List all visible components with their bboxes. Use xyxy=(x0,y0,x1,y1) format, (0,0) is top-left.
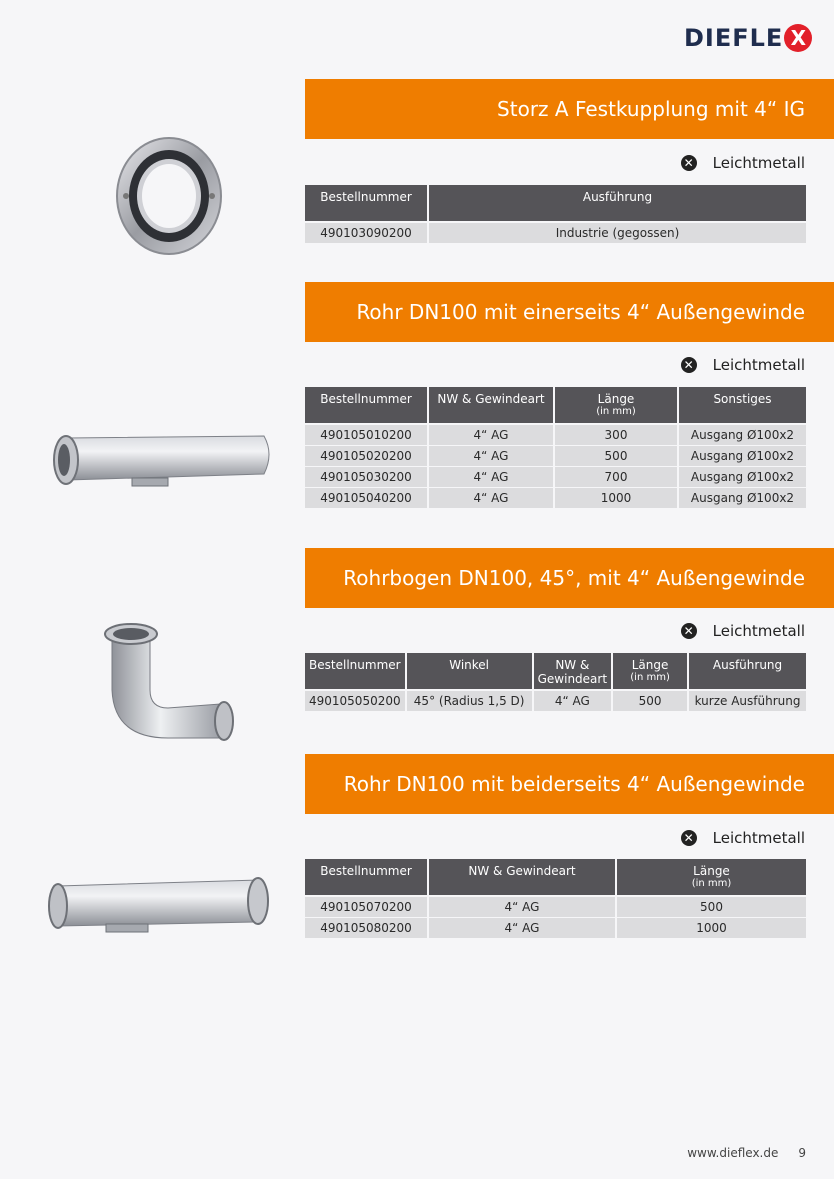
section-4-material-label: Leichtmetall xyxy=(712,829,805,847)
col-header: Bestellnummer xyxy=(305,185,429,221)
col-header-sub: (in mm) xyxy=(691,878,732,889)
section-1-material xyxy=(681,154,805,172)
close-circle-icon: ✕ xyxy=(681,623,697,639)
col-header: Bestellnummer xyxy=(305,653,407,689)
table-cell: 45° (Radius 1,5 D) xyxy=(407,689,534,711)
section-4-table xyxy=(305,859,806,938)
table-row xyxy=(305,466,806,487)
table-row xyxy=(305,423,806,445)
col-header: NW & Gewindeart xyxy=(429,859,617,895)
brand-x-mark: X xyxy=(784,24,812,52)
col-header-label: Länge xyxy=(597,392,635,406)
section-4-material xyxy=(681,829,805,847)
brand-name: DIEFLE xyxy=(684,24,784,52)
col-header: Bestellnummer xyxy=(305,387,429,423)
table-cell: kurze Ausführung xyxy=(689,689,806,711)
section-2-title: Rohr DN100 mit einerseits 4“ Außengewinde xyxy=(356,300,805,324)
page-number: 9 xyxy=(798,1146,806,1160)
table-cell: 500 xyxy=(555,445,679,466)
col-header: Sonstiges xyxy=(679,387,806,423)
section-3-table xyxy=(305,653,806,711)
section-2-material-label: Leichtmetall xyxy=(712,356,805,374)
section-3-material-label: Leichtmetall xyxy=(712,622,805,640)
col-header: Ausführung xyxy=(689,653,806,689)
table-cell: 4“ AG xyxy=(534,689,613,711)
table-cell: 300 xyxy=(555,423,679,445)
table-cell: 4“ AG xyxy=(429,423,555,445)
table-cell: 490105040200 xyxy=(305,487,429,508)
table-row xyxy=(305,487,806,508)
table-cell: 1000 xyxy=(555,487,679,508)
section-1-material-label: Leichtmetall xyxy=(712,154,805,172)
table-cell: 4“ AG xyxy=(429,466,555,487)
table-cell: 490105020200 xyxy=(305,445,429,466)
table-cell: 490105080200 xyxy=(305,917,429,938)
table-row xyxy=(305,895,806,917)
table-cell: 1000 xyxy=(617,917,806,938)
close-circle-icon: ✕ xyxy=(681,357,697,373)
section-3-title: Rohrbogen DN100, 45°, mit 4“ Außengewinde xyxy=(343,566,805,590)
table-row xyxy=(305,917,806,938)
table-cell: 490103090200 xyxy=(305,221,429,243)
close-circle-icon: ✕ xyxy=(681,830,697,846)
section-3-material xyxy=(681,622,805,640)
table-cell: 490105050200 xyxy=(305,689,407,711)
table-cell: 490105070200 xyxy=(305,895,429,917)
brand-logo xyxy=(684,24,812,52)
col-header-label: Länge xyxy=(631,658,669,672)
col-header: Bestellnummer xyxy=(305,859,429,895)
section-2-material xyxy=(681,356,805,374)
page-footer xyxy=(687,1146,806,1160)
table-cell: 4“ AG xyxy=(429,487,555,508)
table-cell: Ausgang Ø100x2 xyxy=(679,423,806,445)
table-cell: 4“ AG xyxy=(429,895,617,917)
table-row xyxy=(305,221,806,243)
col-header: NW & Gewindeart xyxy=(429,387,555,423)
col-header-sub: (in mm) xyxy=(630,672,670,683)
section-1-title: Storz A Festkupplung mit 4“ IG xyxy=(497,97,805,121)
pipe-both-sides-image xyxy=(44,874,272,938)
table-cell: 490105010200 xyxy=(305,423,429,445)
table-cell: 500 xyxy=(617,895,806,917)
section-1-title-banner xyxy=(305,79,834,139)
table-cell: Ausgang Ø100x2 xyxy=(679,445,806,466)
col-header xyxy=(617,859,806,895)
table-cell: Ausgang Ø100x2 xyxy=(679,487,806,508)
col-header-label: NW & xyxy=(555,658,590,672)
col-header xyxy=(613,653,689,689)
col-header xyxy=(555,387,679,423)
section-1-table xyxy=(305,185,806,243)
col-header-sub: Gewindeart xyxy=(537,672,608,686)
close-circle-icon: ✕ xyxy=(681,155,697,171)
section-4-title-banner xyxy=(305,754,834,814)
section-2-title-banner xyxy=(305,282,834,342)
pipe-bend-image xyxy=(102,620,238,744)
table-cell: 4“ AG xyxy=(429,445,555,466)
footer-url[interactable]: www.dieflex.de xyxy=(687,1146,779,1160)
table-cell: 700 xyxy=(555,466,679,487)
col-header: Ausführung xyxy=(429,185,806,221)
col-header-label: Länge xyxy=(693,864,730,878)
table-cell: 4“ AG xyxy=(429,917,617,938)
col-header: Winkel xyxy=(407,653,534,689)
section-4-title: Rohr DN100 mit beiderseits 4“ Außengewinde xyxy=(343,772,805,796)
table-cell: 490105030200 xyxy=(305,466,429,487)
table-row xyxy=(305,689,806,711)
storz-coupling-image xyxy=(112,134,226,258)
section-3-title-banner xyxy=(305,548,834,608)
col-header xyxy=(534,653,613,689)
col-header-sub: (in mm) xyxy=(596,406,636,417)
section-2-table xyxy=(305,387,806,508)
table-cell: Industrie (gegossen) xyxy=(429,221,806,243)
pipe-one-side-image xyxy=(50,430,274,494)
table-cell: 500 xyxy=(613,689,689,711)
table-row xyxy=(305,445,806,466)
table-cell: Ausgang Ø100x2 xyxy=(679,466,806,487)
